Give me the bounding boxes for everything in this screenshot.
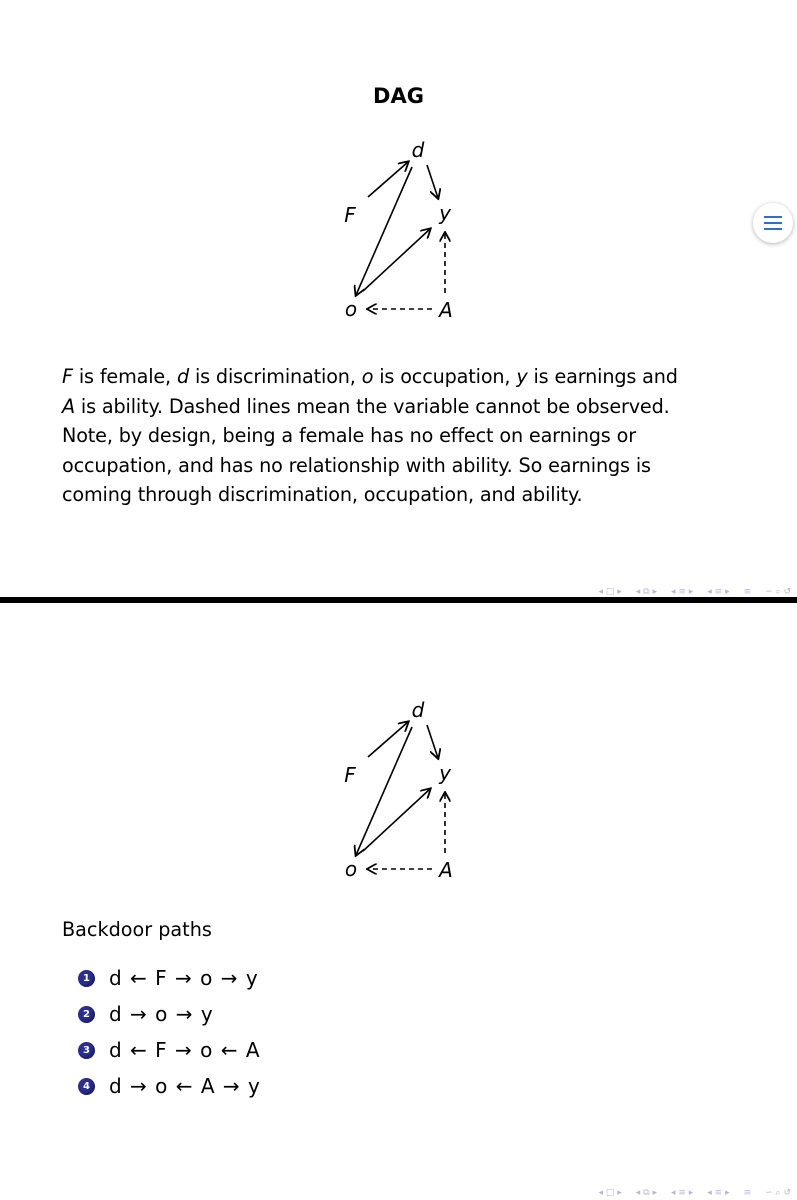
edge-d-y	[427, 725, 438, 758]
nav-subsection-button[interactable]: ◂ ⧉ ▸	[635, 587, 657, 597]
slide-1	[0, 0, 797, 598]
beamer-nav-bar-2[interactable]	[599, 1186, 791, 1200]
edge-o-y	[363, 229, 430, 291]
description	[62, 362, 742, 510]
node-y: y	[439, 761, 451, 785]
node-F: F	[344, 763, 356, 787]
nav-search-button[interactable]: ∽ ⌕ ↺	[765, 587, 791, 597]
path-expression: d ← F → o → y	[109, 966, 259, 990]
node-d: d	[411, 698, 425, 722]
edge-d-y	[427, 165, 438, 198]
path-expression: d → o ← A → y	[109, 1074, 261, 1098]
hamburger-icon	[764, 216, 782, 230]
nav-document-button[interactable]: ◂ ≡ ▸	[707, 587, 730, 597]
nav-subsection-button[interactable]: ◂ ⧉ ▸	[635, 1188, 657, 1198]
description-line-2: A is ability. Dashed lines mean the variable cannot be observed.	[62, 394, 670, 418]
edge-d-o	[356, 167, 412, 295]
list-item	[78, 1032, 261, 1068]
description-line-1: F is female, d is discrimination, o is occupation, y is earnings and	[62, 365, 678, 388]
list-item	[78, 960, 261, 996]
list-item	[78, 996, 261, 1032]
slide-2	[0, 604, 797, 1200]
nav-toc-button[interactable]: ≡	[743, 587, 752, 597]
description-line-5: coming through discrimination, occupation, and ability.	[62, 483, 583, 506]
node-d: d	[411, 138, 425, 162]
nav-section-button[interactable]: ◂ ≡ ▸	[670, 587, 694, 597]
dag-diagram	[330, 135, 470, 325]
backdoor-heading: Backdoor paths	[62, 918, 212, 941]
menu-button[interactable]	[753, 203, 793, 243]
nav-search-button[interactable]: ∽ ⌕ ↺	[765, 1188, 791, 1198]
description-line-3: Note, by design, being a female has no effect on earnings or	[62, 424, 636, 447]
nav-document-button[interactable]: ◂ ≡ ▸	[707, 1188, 730, 1198]
node-y: y	[439, 201, 451, 225]
node-F: F	[344, 203, 356, 227]
node-o: o	[344, 297, 358, 321]
number-bullet: 1	[78, 970, 95, 987]
number-bullet: 3	[78, 1042, 95, 1059]
page-separator	[0, 597, 797, 603]
dag-diagram-2	[330, 695, 470, 885]
path-expression: d ← F → o ← A	[109, 1038, 261, 1062]
node-o: o	[344, 857, 358, 881]
nav-frame-button[interactable]: ◂ □ ▸	[598, 1188, 622, 1198]
slide-title: DAG	[373, 84, 424, 108]
nav-frame-button[interactable]: ◂ □ ▸	[598, 587, 622, 597]
number-bullet: 4	[78, 1078, 95, 1095]
node-A: A	[439, 298, 453, 322]
backdoor-path-list	[78, 960, 261, 1104]
description-line-4: occupation, and has no relationship with ability. So earnings is	[62, 453, 651, 477]
nav-section-button[interactable]: ◂ ≡ ▸	[670, 1188, 694, 1198]
edge-d-o	[356, 727, 412, 855]
list-item	[78, 1068, 261, 1104]
nav-toc-button[interactable]: ≡	[743, 1188, 752, 1198]
number-bullet: 2	[78, 1006, 95, 1023]
edge-o-y	[363, 789, 430, 851]
path-expression: d → o → y	[109, 1002, 214, 1026]
node-A: A	[439, 858, 453, 882]
